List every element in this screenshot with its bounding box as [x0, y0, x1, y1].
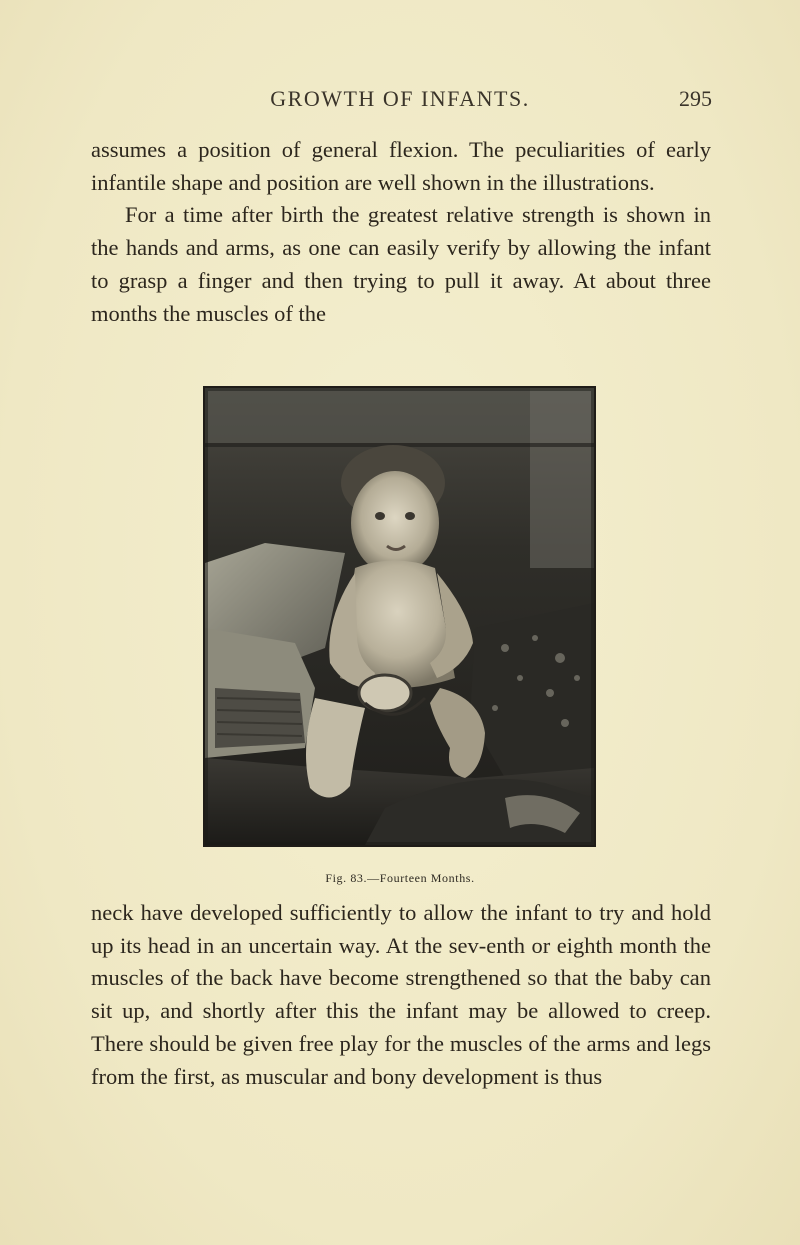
- photo-frame: [203, 386, 596, 847]
- page-header: [0, 86, 800, 122]
- running-head: GROWTH OF INFANTS.: [270, 86, 530, 111]
- paragraph-continued: assumes a position of general flexion. The peculiarities of early infantile shape and position are well shown in the illustrations.: [91, 137, 711, 195]
- text-block-top: [91, 134, 711, 330]
- infant-photo-image: [205, 388, 594, 845]
- paragraph-continued: neck have developed sufficiently to allow the infant to try and hold up its head in an uncertain way. At the sev-enth or eighth month the muscles of the back have become strengthened so that the baby can sit up, and shortly after this the infant may be allowed to creep. There should be given free play for the muscles of the arms and legs from the first, as muscular and bony development is thus: [91, 900, 711, 1089]
- figure-photograph: [203, 386, 596, 847]
- text-block-bottom: [91, 897, 711, 1093]
- page-number: 295: [679, 86, 712, 111]
- figure-caption: Fig. 83.—Fourteen Months.: [325, 871, 475, 885]
- paragraph: For a time after birth the greatest relative strength is shown in the hands and arms, as one can easily verify by allowing the infant to grasp a finger and then trying to pull it away. At about three months the muscles of the: [91, 202, 711, 326]
